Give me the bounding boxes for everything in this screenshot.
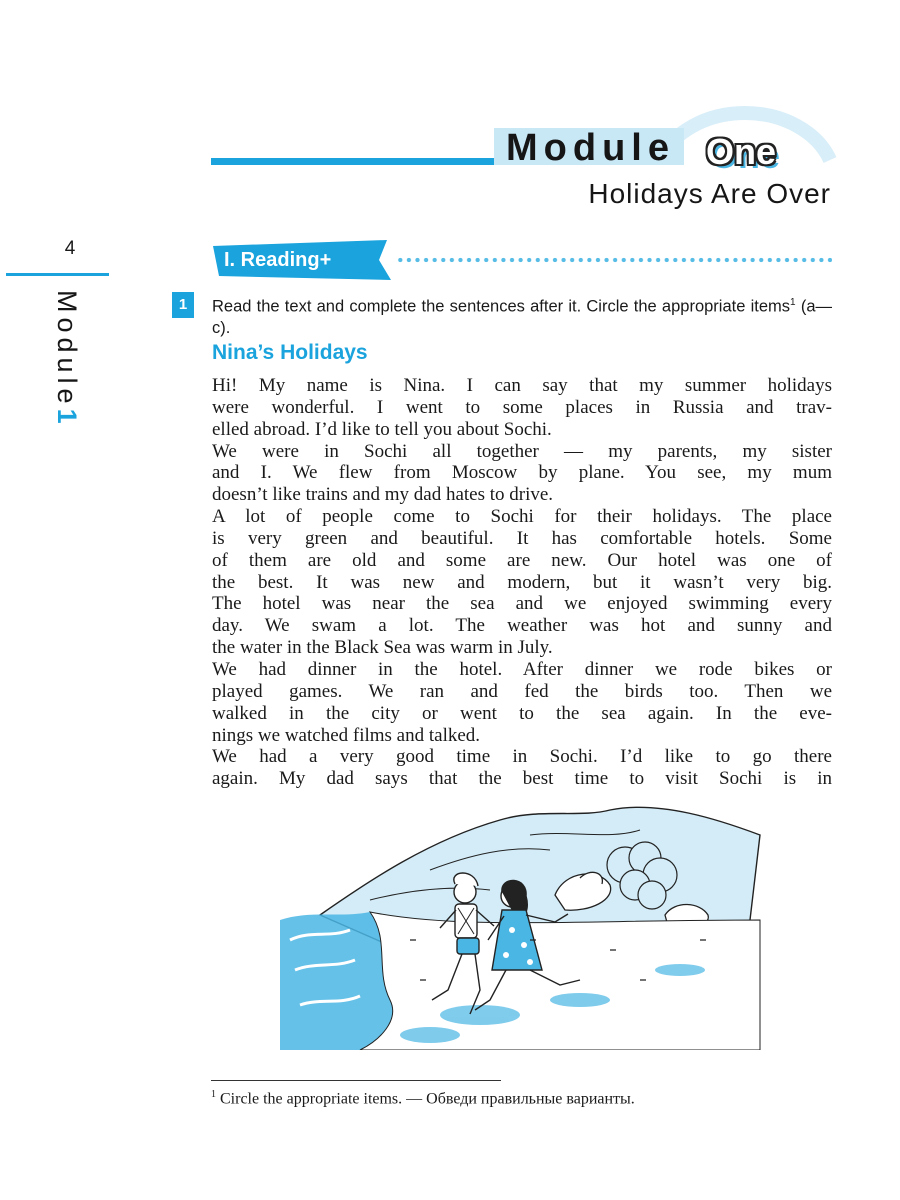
reading-text-title: Nina’s Holidays	[212, 341, 368, 364]
text-line: were wonderful. I went to some places in Russia and trav-	[212, 396, 832, 418]
text-line: nings we watched films and talked.	[212, 724, 481, 746]
text-line: walked in the city or went to the sea again. In the eve-	[212, 702, 832, 724]
module-subtitle: Holidays Are Over	[588, 178, 831, 209]
section-banner-label: I. Reading+	[224, 249, 332, 271]
text-line: Hi! My name is Nina. I can say that my summer holidays	[212, 375, 832, 396]
side-module-word: Module	[52, 290, 82, 409]
module-number-word: One	[706, 131, 777, 172]
text-line: A lot of people come to Sochi for their holidays. The place	[212, 506, 832, 528]
page-number: 4	[64, 238, 76, 259]
text-line: We had dinner in the hotel. After dinner we rode bikes or	[212, 658, 832, 680]
instruction-text: Read the text and complete the sentences after it. Circle the appropriate items	[212, 297, 791, 316]
instruction-options: (a—c).	[212, 297, 832, 337]
footnote-rule	[211, 1080, 501, 1081]
text-line: and I. We flew from Moscow by plane. You see, my mum	[212, 462, 832, 484]
text-line: is very green and beautiful. It has comfortable hotels. Some	[212, 527, 832, 549]
exercise-instruction	[212, 292, 832, 339]
module-title: Module	[506, 127, 675, 169]
text-line: played games. We ran and fed the birds too. Then we	[212, 680, 832, 702]
text-line: again. My dad says that the best time to visit Sochi is in	[212, 768, 832, 790]
footnote-text: Circle the appropriate items. — Обведи правильные варианты.	[216, 1090, 635, 1108]
reading-text-body	[212, 375, 832, 790]
text-line: the water in the Black Sea was warm in July.	[212, 637, 553, 659]
beach-running-illustration	[280, 800, 770, 1050]
margin-rule	[6, 273, 109, 276]
text-line: We had a very good time in Sochi. I’d like to go there	[212, 746, 832, 768]
text-line: the best. It was new and modern, but it wasn’t very big.	[212, 571, 832, 593]
text-line: We were in Sochi all together — my parents, my sister	[212, 440, 832, 462]
text-line: doesn’t like trains and my dad hates to drive.	[212, 484, 554, 506]
text-line: day. We swam a lot. The weather was hot and sunny and	[212, 615, 832, 637]
exercise-number: 1	[172, 292, 194, 318]
footnote	[211, 1089, 635, 1108]
text-line: elled abroad. I’d like to tell you about Sochi.	[212, 418, 552, 440]
footnote-mark: 1	[211, 1089, 216, 1100]
text-line: of them are old and some are new. Our hotel was one of	[212, 549, 832, 571]
side-module-label	[52, 290, 82, 429]
footnote-reference: 1	[790, 297, 796, 308]
side-module-number: 1	[52, 408, 82, 429]
text-line: The hotel was near the sea and we enjoyed swimming every	[212, 593, 832, 615]
banner-dotted-line	[396, 257, 832, 263]
